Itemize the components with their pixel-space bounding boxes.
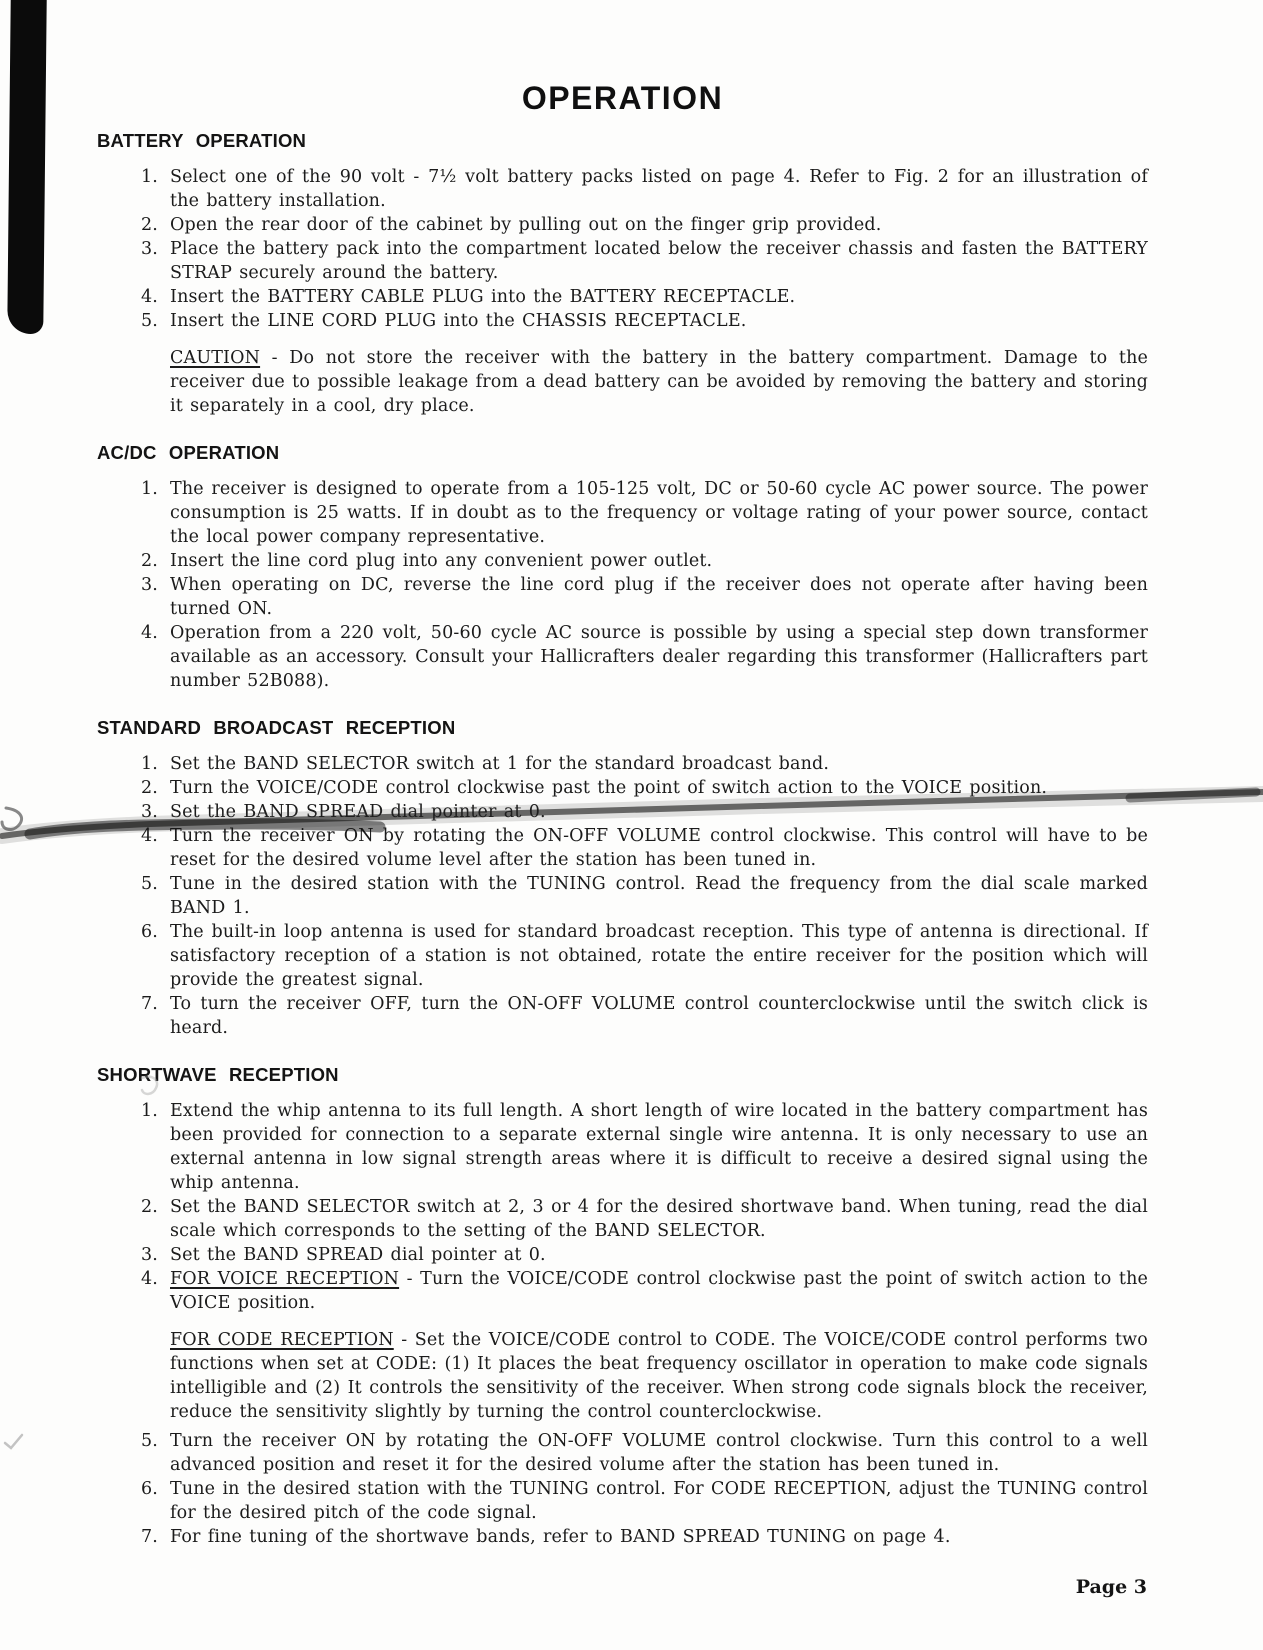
list-item: [97, 309, 1148, 333]
item-text: - Turn the VOICE/CODE control clockwise past the point of switch action to the VOICE position.: [170, 1269, 1149, 1313]
item-text: Turn the receiver ON by rotating the ON-OFF VOLUME control clockwise. This control will have to be reset for the desired volume level after the station has been tuned in.: [170, 826, 1148, 870]
list-item: [97, 1099, 1148, 1195]
section-heading: STANDARD BROADCAST RECEPTION: [97, 717, 456, 738]
list-item: [97, 1243, 1148, 1267]
list-item: [97, 872, 1148, 920]
scan-edge-bar-artifact: [7, 0, 47, 334]
item-text: Operation from a 220 volt, 50-60 cycle AC source is possible by using a special step down transformer available as an accessory. Consult your Hallicrafters dealer regarding this transformer (Hallicrafters part number 52B088).: [170, 623, 1148, 691]
item-number: 2.: [141, 551, 158, 571]
note-paragraph: [170, 1328, 1148, 1424]
item-text: Set the BAND SELECTOR switch at 2, 3 or 4 for the desired shortwave band. When tuning, read the dial scale which corresponds to the setting of the BAND SELECTOR.: [170, 1197, 1148, 1241]
section-heading: SHORTWAVE RECEPTION: [97, 1064, 339, 1085]
list-item: [97, 1267, 1148, 1315]
list-item: [97, 824, 1148, 872]
item-number: 2.: [141, 778, 158, 798]
item-text: The built-in loop antenna is used for standard broadcast reception. This type of antenna is directional. If satisfactory reception of a station is not obtained, rotate the entire receiver for the position which will provide the greatest signal.: [170, 922, 1148, 990]
item-text: Open the rear door of the cabinet by pulling out on the finger grip provided.: [170, 215, 882, 235]
list-item: [97, 800, 1148, 824]
item-text: To turn the receiver OFF, turn the ON-OFF VOLUME control counterclockwise until the switch click is heard.: [170, 994, 1148, 1038]
item-text: Insert the BATTERY CABLE PLUG into the BATTERY RECEPTACLE.: [170, 287, 796, 307]
item-number: 3.: [141, 575, 158, 595]
section-heading: BATTERY OPERATION: [97, 130, 307, 151]
item-text: Tune in the desired station with the TUNING control. Read the frequency from the dial scale marked BAND 1.: [170, 874, 1148, 918]
item-text: Tune in the desired station with the TUNING control. For CODE RECEPTION, adjust the TUNING control for the desired pitch of the code signal.: [170, 1479, 1148, 1523]
item-number: 2.: [141, 1197, 158, 1217]
item-number: 4.: [141, 287, 158, 307]
page-number: Page 3: [1075, 1576, 1147, 1598]
item-text: Select one of the 90 volt - 7½ volt battery packs listed on page 4. Refer to Fig. 2 for an illustration of the battery installation.: [170, 167, 1148, 211]
list-item: [97, 1477, 1148, 1525]
sections-container: [97, 130, 1148, 1549]
item-number: 4.: [141, 1269, 158, 1289]
page-content: [97, 0, 1148, 1549]
item-number: 6.: [141, 922, 158, 942]
item-text: Extend the whip antenna to its full length. A short length of wire located in the battery compartment has been provided for connection to a separate external single wire antenna. It is only necessary to use an external antenna in low signal strength areas where it is difficult to receive a desired signal using the whip antenna.: [170, 1101, 1148, 1193]
item-number: 1.: [141, 479, 158, 499]
item-text: Insert the LINE CORD PLUG into the CHASSIS RECEPTACLE.: [170, 311, 747, 331]
list-item: [97, 1195, 1148, 1243]
page-title: OPERATION: [521, 80, 724, 116]
underlined-lead: CAUTION: [170, 348, 261, 368]
list-item: [97, 621, 1148, 693]
list-item: [97, 213, 1148, 237]
list-item: [97, 776, 1148, 800]
item-text: Place the battery pack into the compartment located below the receiver chassis and fasten the BATTERY STRAP securely around the battery.: [170, 239, 1148, 283]
item-number: 6.: [141, 1479, 158, 1499]
list-item: [97, 237, 1148, 285]
item-text: Set the BAND SPREAD dial pointer at 0.: [170, 1245, 546, 1265]
item-number: 1.: [141, 754, 158, 774]
item-number: 5.: [141, 311, 158, 331]
section-blocks: [97, 165, 1148, 418]
item-text: Turn the receiver ON by rotating the ON-OFF VOLUME control clockwise. Turn this control to a well advanced position and reset it for the desired volume after the station has been tuned in.: [170, 1431, 1148, 1475]
item-number: 7.: [141, 1527, 158, 1547]
item-text: When operating on DC, reverse the line cord plug if the receiver does not operate after having been turned ON.: [170, 575, 1148, 619]
margin-mark-artifact: [2, 1428, 28, 1454]
item-text: Turn the VOICE/CODE control clockwise past the point of switch action to the VOICE position.: [170, 778, 1048, 798]
section-ac-dc-operation: [97, 442, 1148, 693]
item-number: 3.: [141, 802, 158, 822]
section-blocks: [97, 477, 1148, 693]
list-item: [97, 920, 1148, 992]
list-item: [97, 285, 1148, 309]
note-paragraph: [170, 346, 1148, 418]
item-number: 3.: [141, 239, 158, 259]
list-item: [97, 1525, 1148, 1549]
item-text: - Set the VOICE/CODE control to CODE. The VOICE/CODE control performs two functions when set at CODE: (1) It places the beat frequency oscillator in operation to make code signals intelligible and (2) It controls the sensitivity of the receiver. When strong code signals block the receiver, reduce the sensitivity slightly by turning the control counterclockwise.: [170, 1330, 1148, 1422]
item-text: For fine tuning of the shortwave bands, refer to BAND SPREAD TUNING on page 4.: [170, 1527, 951, 1547]
item-text: Set the BAND SELECTOR switch at 1 for the standard broadcast band.: [170, 754, 830, 774]
list-item: [97, 752, 1148, 776]
item-number: 5.: [141, 1431, 158, 1451]
item-number: 5.: [141, 874, 158, 894]
section-battery-operation: [97, 130, 1148, 418]
list-item: [97, 992, 1148, 1040]
item-number: 3.: [141, 1245, 158, 1265]
item-number: 2.: [141, 215, 158, 235]
section-shortwave-reception: [97, 1064, 1148, 1549]
section-blocks: [97, 752, 1148, 1040]
list-item: [97, 549, 1148, 573]
section-standard-broadcast-reception: [97, 717, 1148, 1040]
list-item: [97, 165, 1148, 213]
item-number: 4.: [141, 826, 158, 846]
underlined-lead: FOR CODE RECEPTION: [170, 1330, 394, 1350]
item-number: 7.: [141, 994, 158, 1014]
item-number: 4.: [141, 623, 158, 643]
list-item: [97, 477, 1148, 549]
item-text: Insert the line cord plug into any convenient power outlet.: [170, 551, 713, 571]
item-text: Set the BAND SPREAD dial pointer at 0.: [170, 802, 546, 822]
section-blocks: [97, 1099, 1148, 1549]
underlined-lead: FOR VOICE RECEPTION: [170, 1269, 400, 1289]
item-text: - Do not store the receiver with the battery in the battery compartment. Damage to the receiver due to possible leakage from a dead battery can be avoided by removing the battery and storing it separately in a cool, dry place.: [170, 348, 1148, 416]
list-item: [97, 1429, 1148, 1477]
item-text: The receiver is designed to operate from a 105-125 volt, DC or 50-60 cycle AC power source. The power consumption is 25 watts. If in doubt as to the frequency or voltage rating of your power source, contact the local power company representative.: [170, 479, 1148, 547]
item-number: 1.: [141, 167, 158, 187]
list-item: [97, 573, 1148, 621]
section-heading: AC/DC OPERATION: [97, 442, 280, 463]
item-number: 1.: [141, 1101, 158, 1121]
